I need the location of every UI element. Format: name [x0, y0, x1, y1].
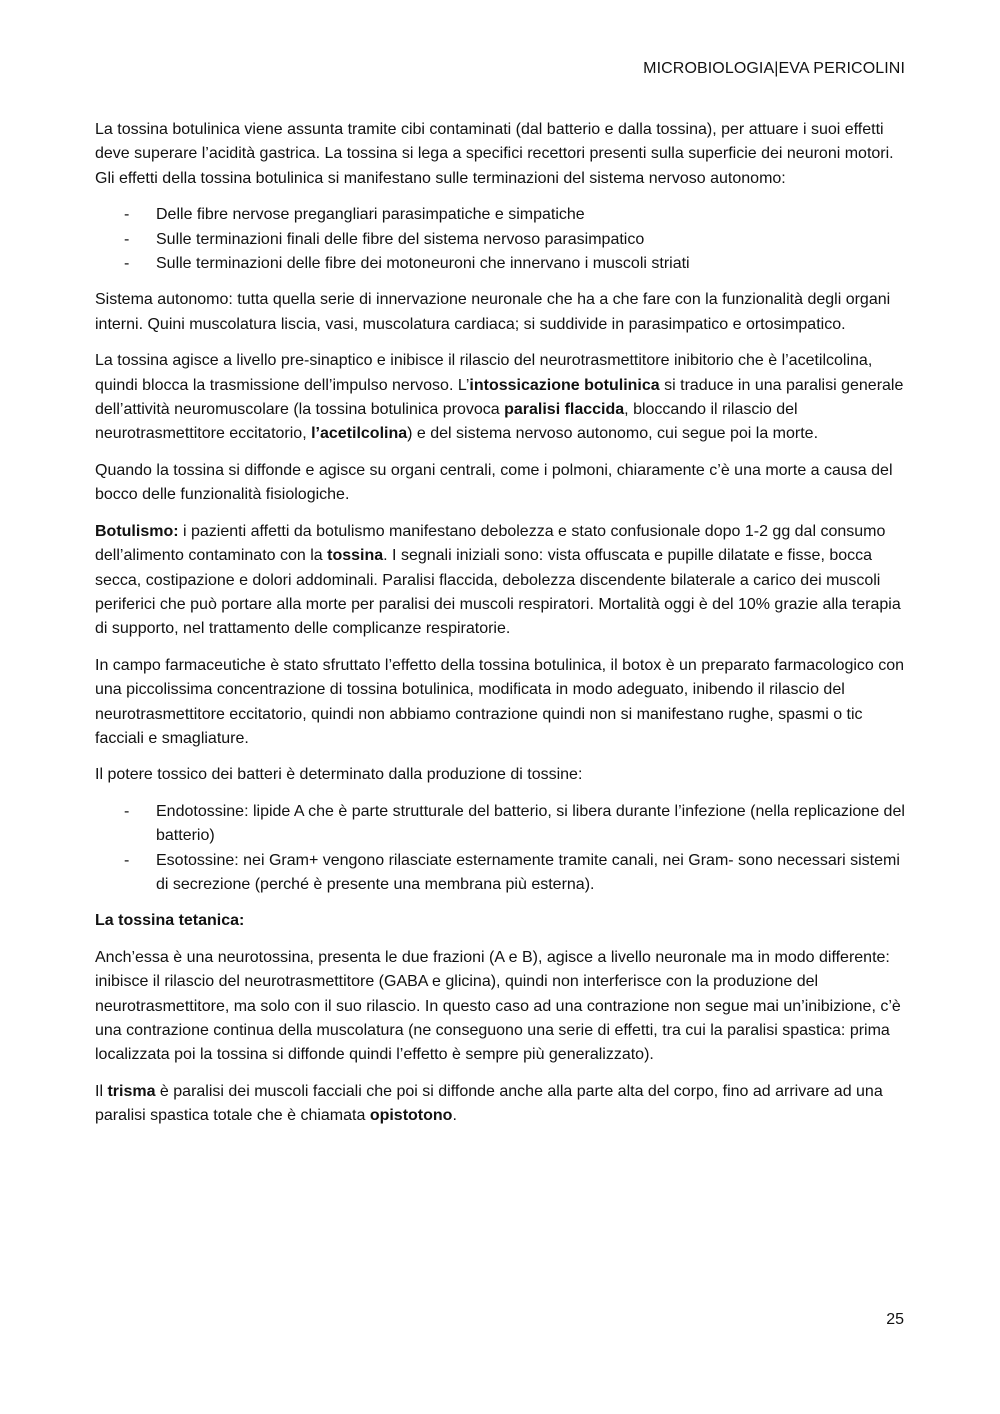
paragraph — [95, 349, 907, 447]
list-item — [95, 849, 907, 898]
text-run: Sulle terminazioni delle fibre dei motoneuroni che innervano i muscoli striati — [156, 255, 690, 273]
text-run: i pazienti affetti da botulismo manifestano debolezza e stato confusionale dopo 1-2 gg dal consumo dell’alimento contaminato con la — [95, 522, 886, 565]
text-run: . — [452, 1107, 457, 1125]
text-run: Il — [95, 1082, 108, 1100]
text-run: Sulle terminazioni finali delle fibre del sistema nervoso parasimpatico — [156, 230, 645, 248]
paragraph — [95, 288, 907, 337]
bold-text-run: l’acetilcolina — [311, 425, 408, 443]
text-run: . I segnali iniziali sono: vista offuscata e pupille dilatate e fisse, bocca secca, costipazione e dolori addominali. Paralisi flaccida, debolezza discendente bilaterale a carico dei muscoli periferici che può portare alla morte per paralisi dei muscoli respiratori. Mortalità oggi è del 10% grazie alla terapia di supporto, nel trattamento delle complicanze respiratorie. — [95, 547, 901, 638]
page-header: MICROBIOLOGIA|EVA PERICOLINI — [643, 60, 905, 77]
text-run: Endotossine: lipide A che è parte strutturale del batterio, si libera durante l’infezione (nella replicazione del batterio) — [156, 802, 905, 845]
bold-text-run: Botulismo: — [95, 522, 179, 540]
text-run: Sistema autonomo: tutta quella serie di innervazione neuronale che ha a che fare con la funzionalità degli organi interni. Quini muscolatura liscia, vasi, muscolatura cardiaca; si suddivide in parasimpatico e ortosimpatico. — [95, 291, 891, 333]
bold-text-run: tossina — [327, 547, 384, 565]
text-run: La tossina agisce a livello pre-sinaptico e inibisce il rilascio del neurotrasmettitore inibitorio che è l’acetilcolina, quindi blocca la trasmissione dell’impulso nervoso. L’ — [95, 352, 873, 394]
paragraph — [95, 654, 907, 752]
text-run: Delle fibre nervose pregangliari parasimpatiche e simpatiche — [156, 206, 585, 224]
bold-text-run: trisma — [107, 1082, 156, 1100]
bullet-list — [95, 800, 907, 898]
text-run: In campo farmaceutiche è stato sfruttato l’effetto della tossina botulinica, il botox è un preparato farmacologico con una piccolissima concentrazione di tossina botulinica, modificata in modo adeguato, inibendo il rilascio del neurotrasmettitore eccitatorio, quindi non abbiamo contrazione quindi non si manifestano rughe, spasmi o tic facciali e smagliature. — [95, 656, 905, 747]
text-run: ) e del sistema nervoso autonomo, cui segue poi la morte. — [407, 425, 819, 443]
text-run: La tossina botulinica viene assunta tramite cibi contaminati (dal batterio e dalla tossina), per attuare i suoi effetti deve superare l’acidità gastrica. La tossina si lega a specifici recettori presenti sulla superficie dei neuroni motori. Gli effetti della tossina botulinica si manifestano sulle terminazioni del sistema nervoso autonomo: — [95, 121, 894, 187]
list-item — [95, 252, 907, 276]
list-item — [95, 228, 907, 252]
bold-text-run: paralisi flaccida — [504, 401, 625, 419]
document-body — [95, 118, 907, 1141]
bold-text-run: La tossina tetanica: — [95, 912, 245, 930]
text-run: è paralisi dei muscoli facciali che poi si diffonde anche alla parte alta del corpo, fino ad arrivare ad una paralisi spastica totale che è chiamata — [95, 1082, 883, 1125]
bullet-list — [95, 203, 907, 276]
bold-text-run: intossicazione botulinica — [469, 376, 660, 394]
text-run: Esotossine: nei Gram+ vengono rilasciate esternamente tramite canali, nei Gram- sono necessari sistemi di secrezione (perché è presente una membrana più esterna). — [156, 851, 900, 893]
text-run: Il potere tossico dei batteri è determinato dalla produzione di tossine: — [95, 766, 583, 784]
paragraph — [95, 459, 907, 508]
list-item — [95, 800, 907, 849]
paragraph — [95, 1080, 907, 1129]
paragraph — [95, 763, 907, 787]
text-run: Quando la tossina si diffonde e agisce su organi centrali, come i polmoni, chiaramente c’è una morte a causa del bocco delle funzionalità fisiologiche. — [95, 461, 893, 504]
paragraph — [95, 946, 907, 1068]
text-run: , bloccando il rilascio del neurotrasmettitore eccitatorio, — [95, 401, 798, 443]
paragraph — [95, 118, 907, 191]
page-number: 25 — [886, 1311, 904, 1328]
list-item — [95, 203, 907, 227]
paragraph — [95, 909, 907, 933]
text-run: Anch’essa è una neurotossina, presenta le due frazioni (A e B), agisce a livello neuronale ma in modo differente: inibisce il rilascio del neurotrasmettitore (GABA e glicina), quindi non interferisce con la produzione del neurotrasmettitore, ma solo con il suo rilascio. In questo caso ad una contrazione non segue mai un’inibizione, c’è una contrazione continua della muscolatura (ne conseguono una serie di effetti, tra cui la paralisi spastica: prima localizzata poi la tossina si diffonde quindi l’effetto è sempre più generalizzato). — [95, 948, 901, 1064]
text-run: si traduce in una paralisi generale dell’attività neuromuscolare (la tossina botulinica provoca — [95, 376, 904, 419]
paragraph — [95, 520, 907, 642]
bold-text-run: opistotono — [369, 1107, 453, 1125]
